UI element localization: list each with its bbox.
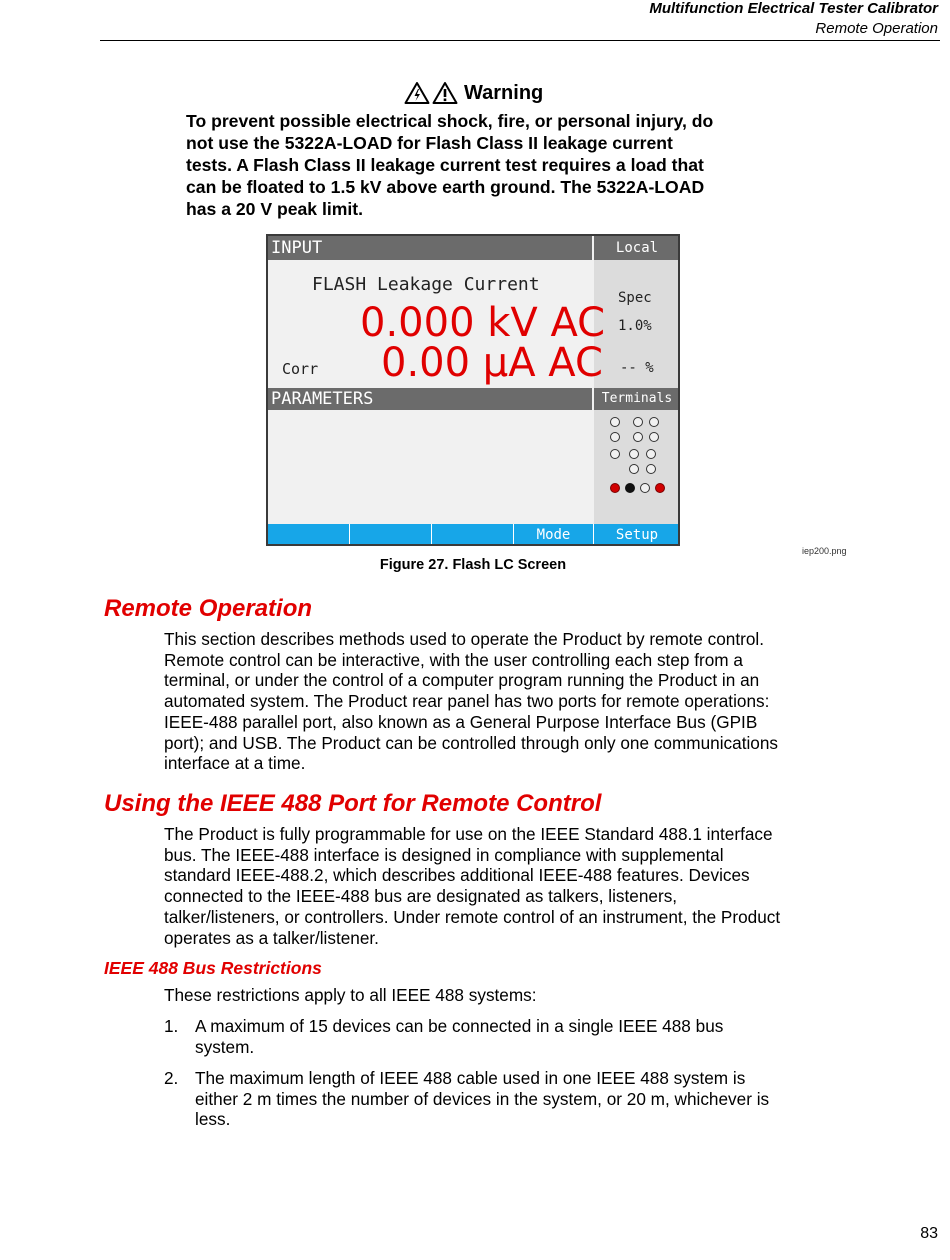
terminal-indicator-active-black: [625, 483, 635, 493]
terminal-indicator-active-red: [610, 483, 620, 493]
terminal-indicator: [649, 432, 659, 442]
flash-lc-screen-figure: [266, 234, 680, 546]
terminal-indicator: [610, 449, 620, 459]
paragraph-line: operates as a talker/listener.: [164, 927, 379, 948]
list-item-line: A maximum of 15 devices can be connected in a single IEEE 488 bus: [195, 1016, 724, 1036]
corr-value: -- %: [620, 360, 654, 376]
paragraph-line: talker/listeners, or controllers. Under remote control of an instrument, the Product: [164, 906, 781, 927]
list-item: [195, 1016, 875, 1057]
paragraph-line: standard IEEE-488.2, which describes additional IEEE-488 features. Devices: [164, 865, 750, 886]
terminals-bar: Terminals: [594, 388, 680, 410]
spec-value: 1.0%: [618, 318, 652, 334]
terminal-indicator: [629, 449, 639, 459]
terminal-indicator: [610, 417, 620, 427]
warning-line: can be floated to 1.5 kV above earth ground. The 5322A-LOAD: [186, 177, 705, 197]
terminal-indicator: [633, 417, 643, 427]
softkey-1: [268, 524, 350, 546]
input-bar: INPUT: [268, 236, 592, 260]
list-item-line: less.: [195, 1109, 231, 1130]
remote-operation-paragraph: [164, 629, 864, 774]
warning-line: not use the 5322A-LOAD for Flash Class II leakage current: [186, 133, 673, 153]
terminal-indicator: [633, 432, 643, 442]
paragraph-line: interface at a time.: [164, 753, 306, 774]
terminal-indicator-active-red: [655, 483, 665, 493]
section-heading-remote-operation: Remote Operation: [104, 595, 313, 622]
list-item: [195, 1068, 875, 1130]
ieee-488-paragraph: [164, 824, 864, 948]
terminal-indicator: [610, 432, 620, 442]
voltage-reading: 0.000 kV AC: [360, 300, 606, 346]
warning-line: has a 20 V peak limit.: [186, 199, 364, 219]
softkey-setup: Setup: [594, 524, 680, 546]
corr-label: Corr: [282, 360, 319, 378]
current-reading: 0.00 µA AC: [381, 340, 603, 386]
terminal-indicator: [646, 449, 656, 459]
warning-line: To prevent possible electrical shock, fire, or personal injury, do: [186, 111, 714, 131]
warning-line: tests. A Flash Class II leakage current test requires a load that: [186, 155, 704, 175]
paragraph-line: automated system. The Product rear panel has two ports for remote operations:: [164, 691, 770, 712]
terminal-indicator: [649, 417, 659, 427]
subsection-heading-bus-restrictions: IEEE 488 Bus Restrictions: [104, 958, 322, 978]
terminal-indicator: [629, 464, 639, 474]
warning-text: [186, 110, 766, 220]
header-rule: [100, 40, 940, 41]
list-item-number: 1.: [164, 1016, 179, 1036]
paragraph-line: The Product is fully programmable for use on the IEEE Standard 488.1 interface: [164, 824, 773, 844]
paragraph-line: IEEE-488 parallel port, also known as a General Purpose Interface Bus (GPIB: [164, 711, 758, 732]
softkey-3: [432, 524, 514, 546]
section-heading-ieee-488-port: Using the IEEE 488 Port for Remote Control: [104, 790, 602, 817]
list-item-line: either 2 m times the number of devices in the system, or 20 m, whichever is: [195, 1088, 770, 1109]
running-header-section: Remote Operation: [815, 20, 938, 37]
paragraph-line: port); and USB. The Product can be controlled through only one communications: [164, 732, 779, 753]
measurement-mode: FLASH Leakage Current: [312, 274, 540, 295]
spec-label: Spec: [618, 290, 652, 306]
paragraph-line: Remote control can be interactive, with the user controlling each step from a: [164, 649, 743, 670]
parameters-bar: PARAMETERS: [268, 388, 592, 410]
warning-heading: [404, 81, 543, 105]
paragraph-line: terminal, or under the control of a computer program running the Product in an: [164, 670, 760, 691]
paragraph-line: This section describes methods used to operate the Product by remote control.: [164, 629, 764, 649]
list-item-line: The maximum length of IEEE 488 cable used in one IEEE 488 system is: [195, 1068, 746, 1088]
warning-label: Warning: [464, 81, 544, 104]
caution-warning-icon: [432, 81, 458, 105]
softkey-mode: Mode: [514, 524, 594, 546]
restrictions-intro: [164, 985, 864, 1006]
local-indicator: Local: [594, 236, 680, 260]
list-item-number: 2.: [164, 1068, 179, 1088]
paragraph-line: These restrictions apply to all IEEE 488 systems:: [164, 985, 537, 1005]
high-voltage-warning-icon: [404, 81, 430, 105]
running-header-title: Multifunction Electrical Tester Calibrator: [649, 0, 938, 17]
figure-caption: Figure 27. Flash LC Screen: [379, 557, 567, 573]
page-number: 83: [920, 1225, 938, 1242]
figure-file-label: iep200.png: [802, 546, 847, 556]
terminal-indicator: [640, 483, 650, 493]
softkey-2: [350, 524, 432, 546]
list-item-line: system.: [195, 1036, 255, 1057]
paragraph-line: connected to the IEEE-488 bus are designated as talkers, listeners,: [164, 886, 678, 907]
terminal-indicator: [646, 464, 656, 474]
paragraph-line: bus. The IEEE-488 interface is designed in compliance with supplemental: [164, 844, 724, 865]
